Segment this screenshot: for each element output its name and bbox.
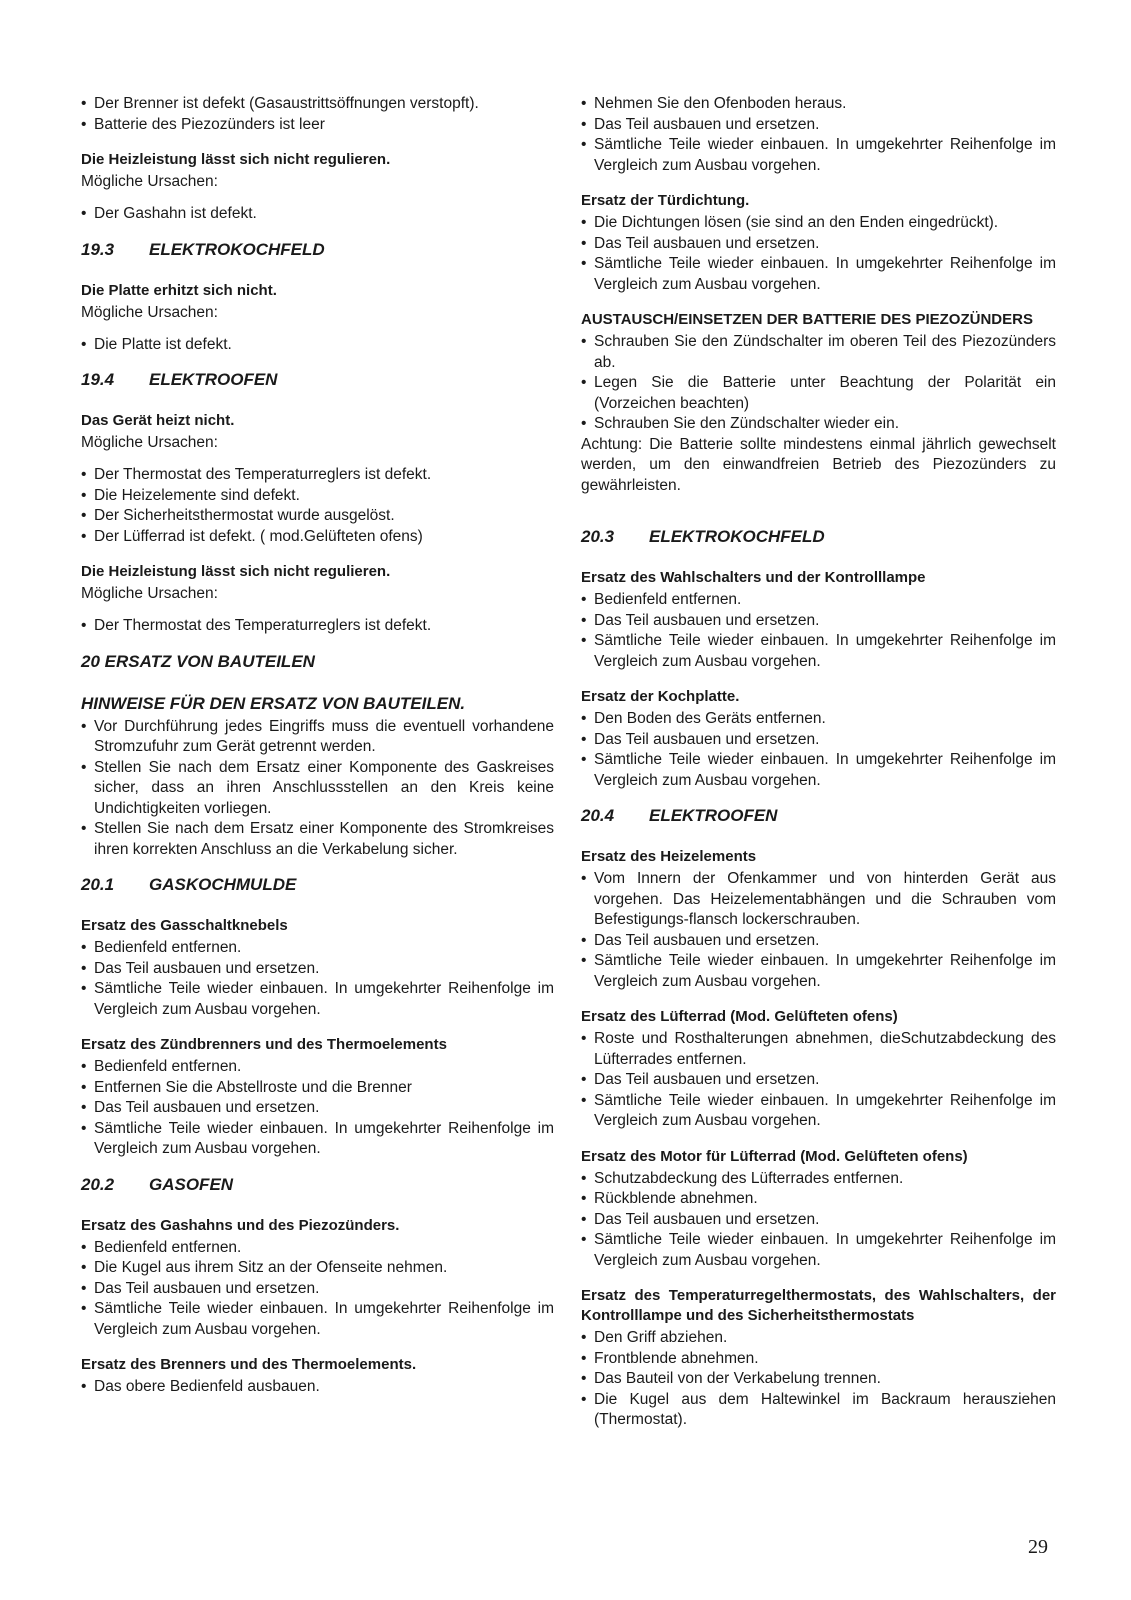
battery-note: Achtung: Die Batterie sollte mindestens einmal jährlich gewechselt werden, um den einwandfreien Betrieb des Piezozünders zu gewährleisten. [581,435,1056,494]
list-item: • Der Gashahn ist defekt. [81,204,554,225]
list-item: • Bedienfeld entfernen. [81,1238,554,1259]
section-title: ELEKTROKOCHFELD [649,527,825,546]
list-item: • Das Bauteil von der Verkabelung trennen. [581,1369,1056,1390]
bullet-list [581,1029,1056,1132]
bullet-list [81,335,554,356]
list-item: • Das Teil ausbauen und ersetzen. [581,234,1056,255]
bullet-list [581,1169,1056,1272]
bullet-list [581,213,1056,295]
list-item: • Legen Sie die Batterie unter Beachtung der Polarität ein (Vorzeichen beachten) [581,373,1056,414]
bullet-list [81,1238,554,1341]
section-heading [581,805,1056,827]
list-item: • Den Griff abziehen. [581,1328,1056,1349]
section-number: 20.3 [581,527,615,546]
list-item: • Die Dichtungen lösen (sie sind an den Enden eingedrückt). [581,213,1056,234]
list-item: • Sämtliche Teile wieder einbauen. In umgekehrter Reihenfolge im Vergleich zum Ausbau vorgehen. [81,979,554,1020]
list-item: • Das Teil ausbauen und ersetzen. [81,1279,554,1300]
hint-heading: HINWEISE FÜR DEN ERSATZ VON BAUTEILEN. [81,693,466,713]
causes-label: Mögliche Ursachen: [81,303,218,321]
list-item: • Der Thermostat des Temperaturreglers ist defekt. [81,465,554,486]
bullet-list [581,869,1056,992]
bullet-list [81,94,554,135]
list-item: • Das Teil ausbauen und ersetzen. [581,1070,1056,1091]
list-item: • Entfernen Sie die Abstellroste und die Brenner [81,1078,554,1099]
list-item: • Den Boden des Geräts entfernen. [581,709,1056,730]
bullet-list [81,717,554,861]
bullet-list [81,465,554,547]
subheading: Die Platte erhitzt sich nicht. [81,281,277,299]
bullet-list [81,938,554,1020]
list-item: • Sämtliche Teile wieder einbauen. In umgekehrter Reihenfolge im Vergleich zum Ausbau vorgehen. [581,631,1056,672]
list-item: • Roste und Rosthalterungen abnehmen, dieSchutzabdeckung des Lüfterrades entfernen. [581,1029,1056,1070]
list-item: • Sämtliche Teile wieder einbauen. In umgekehrter Reihenfolge im Vergleich zum Ausbau vorgehen. [581,951,1056,992]
list-item: • Rückblende abnehmen. [581,1189,1056,1210]
list-item: • Stellen Sie nach dem Ersatz einer Komponente des Gaskreises sicher, dass an ihren Anschlussstellen an den Kreis keine Undichtigkeiten vorliegen. [81,758,554,820]
section-title: ELEKTROKOCHFELD [149,239,325,259]
list-item: • Der Lüfferrad ist defekt. ( mod.Gelüfteten ofens) [81,527,554,548]
section-heading [81,1174,554,1196]
section-number: 20.2 [81,1174,115,1194]
list-item: • Das Teil ausbauen und ersetzen. [581,115,1056,136]
subheading: Ersatz des Lüfterrad (Mod. Gelüfteten ofens) [581,1008,898,1025]
list-item: • Sämtliche Teile wieder einbauen. In umgekehrter Reihenfolge im Vergleich zum Ausbau vorgehen. [581,135,1056,176]
section-number: 19.3 [81,239,115,259]
bullet-list [81,204,554,225]
list-item: • Das obere Bedienfeld ausbauen. [81,1377,554,1398]
bullet-list [581,94,1056,176]
list-item: • Das Teil ausbauen und ersetzen. [581,611,1056,632]
chapter-heading: 20 ERSATZ VON BAUTEILEN [81,651,315,671]
section-title: ELEKTROOFEN [149,370,278,389]
list-item: • Schutzabdeckung des Lüfterrades entfernen. [581,1169,1056,1190]
list-item: • Die Kugel aus ihrem Sitz an der Ofenseite nehmen. [81,1258,554,1279]
section-heading [81,874,554,896]
page-number: 29 [1028,1536,1048,1558]
list-item: • Schrauben Sie den Zündschalter im oberen Teil des Piezozünders ab. [581,332,1056,373]
list-item: • Bedienfeld entfernen. [81,938,554,959]
list-item: • Schrauben Sie den Zündschalter wieder ein. [581,414,1056,435]
section-number: 19.4 [81,370,115,389]
section-title: GASOFEN [149,1174,234,1194]
bullet-list [581,709,1056,791]
list-item: • Frontblende abnehmen. [581,1349,1056,1370]
list-item: • Sämtliche Teile wieder einbauen. In umgekehrter Reihenfolge im Vergleich zum Ausbau vorgehen. [81,1299,554,1340]
list-item: • Die Kugel aus dem Haltewinkel im Backraum herausziehen (Thermostat). [581,1390,1056,1431]
list-item: • Bedienfeld entfernen. [81,1057,554,1078]
section-number: 20.4 [581,806,615,825]
list-item: • Sämtliche Teile wieder einbauen. In umgekehrter Reihenfolge im Vergleich zum Ausbau vorgehen. [81,1119,554,1160]
subheading: Die Heizleistung lässt sich nicht regulieren. [81,563,391,580]
list-item: • Die Heizelemente sind defekt. [81,486,554,507]
bullet-list [581,1328,1056,1431]
list-item: • Nehmen Sie den Ofenboden heraus. [581,94,1056,115]
list-item: • Das Teil ausbauen und ersetzen. [81,959,554,980]
causes-label: Mögliche Ursachen: [81,585,218,602]
list-item: • Vom Innern der Ofenkammer und von hinterden Gerät aus vorgehen. Das Heizelementabhängen und die Schrauben vom Befestigungs-flansch lockerschrauben. [581,869,1056,931]
causes-label: Mögliche Ursachen: [81,434,218,451]
subheading: AUSTAUSCH/EINSETZEN DER BATTERIE DES PIEZOZÜNDERS [581,311,1033,328]
list-item: • Der Brenner ist defekt (Gasaustrittsöffnungen verstopft). [81,94,554,115]
list-item: • Das Teil ausbauen und ersetzen. [581,730,1056,751]
bullet-list [581,590,1056,672]
subheading: Ersatz des Gasschaltknebels [81,917,288,934]
section-heading [81,239,554,261]
bullet-list [81,616,554,637]
subheading: Die Heizleistung lässt sich nicht regulieren. [81,151,391,168]
section-title: GASKOCHMULDE [149,875,297,894]
list-item: • Der Thermostat des Temperaturreglers ist defekt. [81,616,554,637]
list-item: • Das Teil ausbauen und ersetzen. [581,931,1056,952]
subheading: Ersatz des Heizelements [581,848,757,865]
bullet-list [581,332,1056,435]
list-item: • Sämtliche Teile wieder einbauen. In umgekehrter Reihenfolge im Vergleich zum Ausbau vorgehen. [581,254,1056,295]
subheading: Ersatz des Gashahns und des Piezozünders. [81,1216,400,1234]
bullet-list [81,1057,554,1160]
list-item: • Sämtliche Teile wieder einbauen. In umgekehrter Reihenfolge im Vergleich zum Ausbau vorgehen. [581,750,1056,791]
subheading: Das Gerät heizt nicht. [81,412,235,429]
section-heading [81,369,554,391]
subheading: Ersatz des Zündbrenners und des Thermoelements [81,1036,447,1053]
list-item: • Vor Durchführung jedes Eingriffs muss die eventuell vorhandene Stromzufuhr zum Gerät getrennt werden. [81,717,554,758]
list-item: • Sämtliche Teile wieder einbauen. In umgekehrter Reihenfolge im Vergleich zum Ausbau vorgehen. [581,1230,1056,1271]
list-item: • Sämtliche Teile wieder einbauen. In umgekehrter Reihenfolge im Vergleich zum Ausbau vorgehen. [581,1091,1056,1132]
right-column [581,94,1056,1446]
section-heading [581,526,1056,548]
subheading: Ersatz des Brenners und des Thermoelements. [81,1356,417,1373]
left-column [81,94,554,1413]
subheading: Ersatz des Motor für Lüfterrad (Mod. Gelüfteten ofens) [581,1147,968,1165]
section-title: ELEKTROOFEN [649,806,778,825]
list-item: • Der Sicherheitsthermostat wurde ausgelöst. [81,506,554,527]
list-item: • Die Platte ist defekt. [81,335,554,356]
causes-label: Mögliche Ursachen: [81,173,218,190]
subheading: Ersatz des Temperaturregelthermostats, des Wahlschalters, der Kontrolllampe und des Sicherheitsthermostats [581,1287,1056,1324]
list-item: • Stellen Sie nach dem Ersatz einer Komponente des Stromkreises ihren korrekten Anschluss an die Verkabelung sicher. [81,819,554,860]
subheading: Ersatz des Wahlschalters und der Kontrolllampe [581,569,926,586]
subheading: Ersatz der Kochplatte. [581,688,740,705]
list-item: • Batterie des Piezozünders ist leer [81,115,554,136]
list-item: • Bedienfeld entfernen. [581,590,1056,611]
list-item: • Das Teil ausbauen und ersetzen. [81,1098,554,1119]
list-item: • Das Teil ausbauen und ersetzen. [581,1210,1056,1231]
subheading: Ersatz der Türdichtung. [581,192,750,209]
bullet-list [81,1377,554,1398]
section-number: 20.1 [81,875,115,894]
